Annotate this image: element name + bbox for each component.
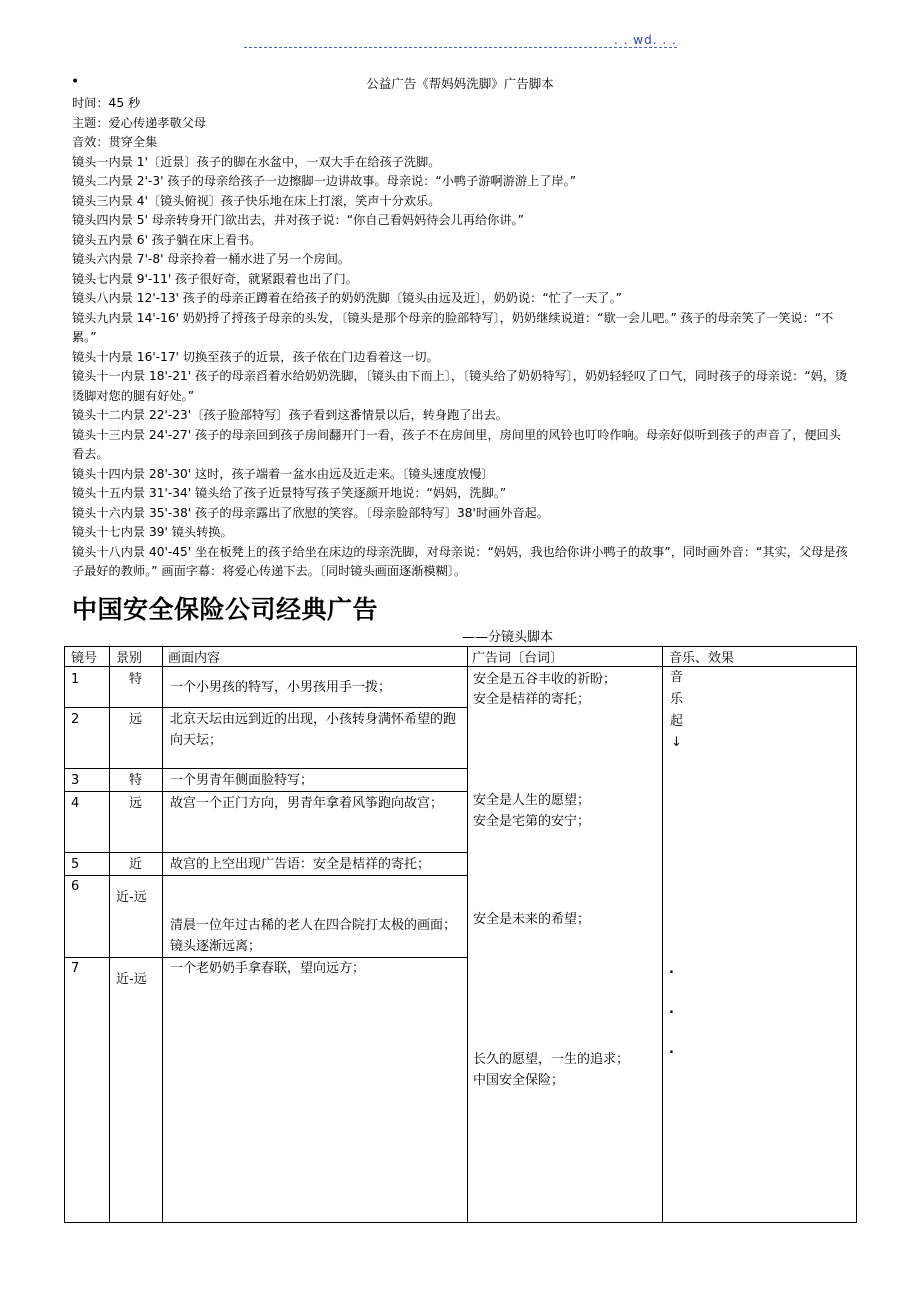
bullet: • bbox=[71, 74, 80, 90]
slogan-line: 安全是未来的希望； bbox=[473, 912, 591, 927]
script-line: 时间：45 秒 bbox=[72, 96, 141, 110]
row-4-shot: 远 bbox=[129, 796, 143, 811]
col-header-shot: 景别 bbox=[116, 651, 143, 666]
script-line: 镜头十三内景 24'-27' 孩子的母亲回到孩子房间翻开门一看，孩子不在房间里，房间里的风铃也叮呤作响。母亲好似听到孩子的声音了，便回头看去。 bbox=[72, 427, 841, 461]
section-title: 中国安全保险公司经典广告 bbox=[72, 595, 379, 624]
slogan-line: 中国安全保险； bbox=[473, 1073, 565, 1088]
row-5-content: 故宫的上空出现广告语：安全是桔祥的寄托； bbox=[170, 857, 431, 872]
script-lines bbox=[72, 94, 852, 582]
music-char: 乐 bbox=[670, 692, 684, 707]
script-line: 镜头五内景 6' 孩子躺在床上看书。 bbox=[72, 232, 262, 247]
row-4-content: 故宫一个正门方向，男青年拿着风筝跑向故宫； bbox=[170, 796, 444, 811]
script-line: 镜头四内景 5' 母亲转身开门欲出去，并对孩子说：“你自己看妈妈待会儿再给你讲。” bbox=[72, 213, 524, 227]
row-6-content: 清晨一位年过古稀的老人在四合院打太极的画面；镜头逐渐远离； bbox=[170, 918, 457, 954]
doc-title: 公益广告《帮妈妈洗脚》广告脚本 bbox=[366, 76, 554, 91]
table-divider bbox=[65, 852, 467, 853]
script-line: 镜头十六内景 35'-38' 孩子的母亲露出了欣慰的笑容。〔母亲脸部特写〕38'时画外音起。 bbox=[72, 505, 549, 520]
col-header-content: 画面内容 bbox=[168, 651, 221, 666]
row-1-no: 1 bbox=[71, 672, 80, 687]
header-divider bbox=[244, 47, 677, 48]
row-3-no: 3 bbox=[71, 773, 80, 788]
row-3-shot: 特 bbox=[129, 773, 143, 788]
row-5-no: 5 bbox=[71, 857, 80, 872]
script-line: 镜头十五内景 31'-34' 镜头给了孩子近景特写孩子笑逐颜开地说：“妈妈，洗脚。” bbox=[72, 486, 507, 500]
col-header-music: 音乐、效果 bbox=[669, 651, 735, 666]
row-6-no: 6 bbox=[71, 879, 80, 894]
music-char: 音 bbox=[670, 670, 684, 685]
script-line: 镜头十四内景 28'-30' 这时，孩子端着一盆水由远及近走来。〔镜头速度放慢〕 bbox=[72, 466, 494, 481]
script-line: 镜头十二内景 22'-23'〔孩子脸部特写〕孩子看到这番情景以后，转身跑了出去。 bbox=[72, 408, 508, 422]
table-divider bbox=[65, 791, 467, 792]
page-header-mark: . . wd. . . bbox=[614, 33, 677, 47]
table-divider bbox=[109, 647, 110, 1222]
script-line: 镜头十七内景 39' 镜头转换。 bbox=[72, 525, 233, 539]
script-line: 镜头十一内景 18'-21' 孩子的母亲舀着水给奶奶洗脚，〔镜头由下而上〕，〔镜头给了奶奶特写〕，奶奶轻轻叹了口气，同时孩子的母亲说：“妈，烫烫脚对您的腿有好处。” bbox=[72, 369, 848, 403]
script-line: 镜头九内景 14'-16' 奶奶捋了捋孩子母亲的头发，〔镜头是那个母亲的脸部特写〕，奶奶继续说道：“歇一会儿吧。” 孩子的母亲笑了一笑说：“不累。” bbox=[72, 310, 834, 344]
section-subtitle: ——分镜头脚本 bbox=[462, 630, 554, 645]
music-char: 起 bbox=[670, 714, 684, 729]
col-header-no: 镜号 bbox=[71, 651, 98, 666]
row-7-content: 一个老奶奶手拿春联，望向远方； bbox=[170, 961, 366, 976]
slogan-line: 安全是五谷丰收的祈盼； bbox=[473, 672, 617, 687]
script-line: 主题：爱心传递孝敬父母 bbox=[72, 115, 207, 130]
slogan-line: 安全是宅第的安宁； bbox=[473, 814, 591, 829]
music-dot: . bbox=[669, 1042, 674, 1057]
row-1-shot: 特 bbox=[129, 672, 143, 687]
row-3-content: 一个男青年侧面脸特写； bbox=[170, 773, 314, 788]
table-divider bbox=[65, 768, 467, 769]
row-4-no: 4 bbox=[71, 796, 80, 811]
slogan-line: 安全是人生的愿望； bbox=[473, 793, 591, 808]
script-line: 镜头十八内景 40'-45' 坐在板凳上的孩子给坐在床边的母亲洗脚，对母亲说：“妈妈，我也给你讲小鸭子的故事”，同时画外音：“其实，父母是孩子最好的教师。” 画面字幕：将爱心传递下去。〔同时镜头画面逐渐模糊〕。 bbox=[72, 544, 848, 578]
script-line: 镜头十内景 16'-17' 切换至孩子的近景，孩子依在门边看着这一切。 bbox=[72, 349, 439, 364]
script-line: 镜头一内景 1'〔近景〕孩子的脚在水盆中，一双大手在给孩子洗脚。 bbox=[72, 154, 441, 169]
row-2-content: 北京天坛由远到近的出现，小孩转身满怀希望的跑向天坛； bbox=[170, 712, 457, 748]
script-line: 镜头七内景 9'-11' 孩子很好奇，就紧跟着也出了门。 bbox=[72, 271, 358, 286]
script-line: 镜头八内景 12'-13' 孩子的母亲正蹲着在给孩子的奶奶洗脚〔镜头由远及近〕，奶奶说：“忙了一天了。” bbox=[72, 291, 622, 305]
music-dot: . bbox=[669, 1002, 674, 1017]
row-5-shot: 近 bbox=[129, 857, 143, 872]
table-divider bbox=[662, 647, 663, 1222]
table-divider bbox=[65, 707, 467, 708]
script-line: 音效：贯穿全集 bbox=[72, 135, 158, 149]
row-6-shot: 近-远 bbox=[116, 890, 147, 905]
script-line: 镜头六内景 7'-8' 母亲拎着一桶水进了另一个房间。 bbox=[72, 252, 351, 266]
row-1-content: 一个小男孩的特写，小男孩用手一拨； bbox=[170, 680, 392, 695]
slogan-line: 长久的愿望，一生的追求； bbox=[473, 1052, 630, 1067]
script-line: 镜头三内景 4'〔镜头俯视〕孩子快乐地在床上打滚，笑声十分欢乐。 bbox=[72, 193, 441, 208]
table-divider bbox=[467, 647, 468, 1222]
table-divider bbox=[162, 647, 163, 1222]
storyboard-table bbox=[64, 646, 857, 1223]
row-7-shot: 近-远 bbox=[116, 972, 147, 987]
row-7-no: 7 bbox=[71, 961, 80, 976]
row-2-no: 2 bbox=[71, 712, 80, 727]
slogan-line: 安全是桔祥的寄托； bbox=[473, 692, 591, 707]
music-dot: . bbox=[669, 962, 674, 977]
col-header-slogan: 广告词〔台词〕 bbox=[472, 651, 564, 666]
script-line: 镜头二内景 2'-3' 孩子的母亲给孩子一边擦脚一边讲故事。母亲说：“小鸭子游啊游游上了岸。” bbox=[72, 174, 577, 188]
table-divider bbox=[65, 875, 467, 876]
row-2-shot: 远 bbox=[129, 712, 143, 727]
down-arrow-icon: ↓ bbox=[671, 735, 682, 750]
